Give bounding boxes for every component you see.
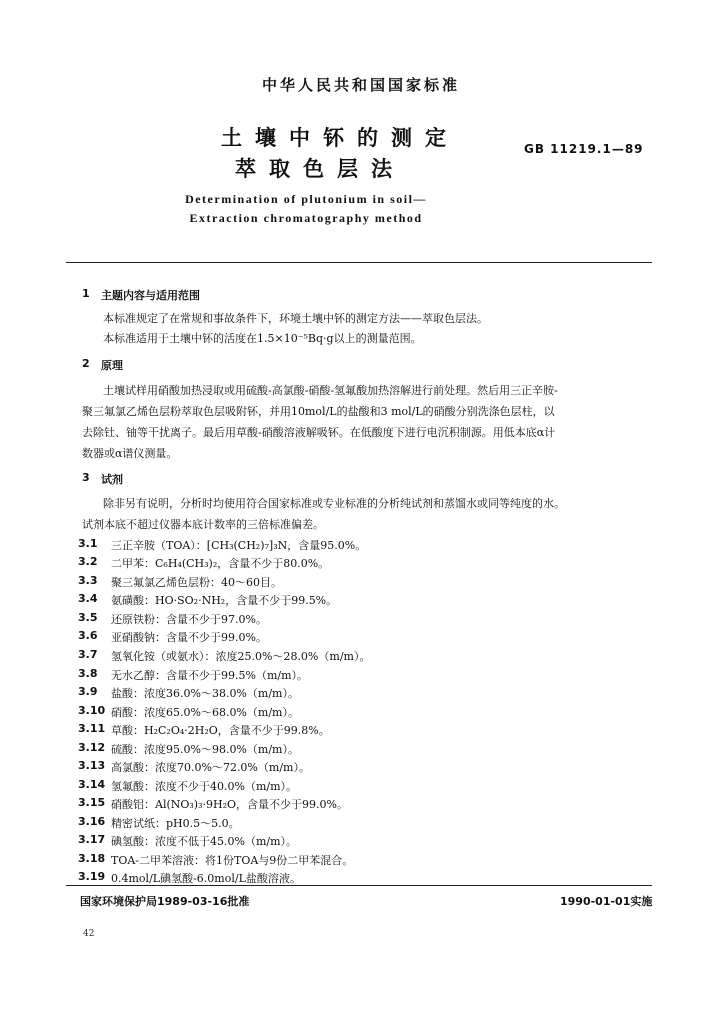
paragraph: 本标准适用于土壤中钚的活度在1.5×10⁻⁵Bq·g以上的测量范围。 [103, 332, 422, 345]
item-text: 硫酸：浓度95.0%～98.0%（m/m）。 [111, 743, 299, 756]
reagent-item [78, 722, 658, 738]
reagent-item [78, 778, 658, 794]
item-number: 3.3 [78, 574, 98, 587]
item-text: 还原铁粉：含量不少于97.0%。 [111, 613, 267, 626]
item-text: 三正辛胺（TOA）：[CH₃(CH₂)₇]₃N，含量95.0%。 [111, 539, 367, 552]
reagent-item [78, 833, 658, 849]
reagent-item [78, 537, 658, 553]
item-number: 3.12 [78, 741, 106, 754]
item-number: 3.6 [78, 629, 98, 642]
item-number: 3.5 [78, 611, 98, 624]
paragraph-line: 除非另有说明，分析时均使用符合国家标准或专业标准的分析纯试剂和蒸馏水或同等纯度的水。 [103, 497, 565, 510]
paragraph: 本标准规定了在常规和事故条件下，环境土壤中钚的测定方法——萃取色层法。 [103, 312, 488, 325]
issuing-authority: 中华人民共和国国家标准 [261, 76, 460, 94]
reagent-item [78, 629, 658, 645]
section-number: 2 [82, 357, 90, 370]
standard-number: GB 11219.1—89 [524, 142, 644, 156]
item-text: 碘氢酸：浓度不低于45.0%（m/m）。 [111, 835, 298, 848]
item-number: 3.15 [78, 796, 106, 809]
paragraph-line: 试剂本底不超过仪器本底计数率的三倍标准偏差。 [82, 518, 324, 531]
item-text: 硝酸铝：Al(NO₃)₃·9H₂O，含量不少于99.0%。 [111, 798, 348, 811]
item-number: 3.8 [78, 667, 98, 680]
reagent-item [78, 648, 658, 664]
item-number: 3.18 [78, 852, 106, 865]
item-text: 氨磺酸：HO·SO₂·NH₂，含量不少于99.5%。 [111, 594, 338, 607]
implementation-date: 1990-01-01实施 [560, 895, 653, 908]
item-text: 草酸：H₂C₂O₄·2H₂O，含量不少于99.8%。 [111, 724, 330, 737]
paragraph-line: 聚三氟氯乙烯色层粉萃取色层吸附钚，并用10mol/L的盐酸和3 mol/L的硝酸分别洗涤色层柱，以 [82, 405, 555, 418]
item-number: 3.16 [78, 815, 106, 828]
reagent-item [78, 759, 658, 775]
section-title: 试剂 [101, 473, 123, 486]
reagent-item [78, 870, 658, 886]
page-number: 42 [83, 929, 95, 939]
paragraph-line: 数器或α谱仪测量。 [82, 447, 178, 460]
reagent-item [78, 741, 658, 757]
item-number: 3.19 [78, 870, 106, 883]
item-text: 盐酸：浓度36.0%～38.0%（m/m）。 [111, 687, 299, 700]
item-number: 3.4 [78, 592, 98, 605]
section-title: 原理 [101, 359, 123, 372]
approval-line: 国家环境保护局1989-03-16批准 [80, 895, 250, 908]
reagent-item [78, 796, 658, 812]
item-number: 3.9 [78, 685, 98, 698]
item-number: 3.10 [78, 704, 106, 717]
reagent-item [78, 592, 658, 608]
item-number: 3.14 [78, 778, 106, 791]
reagent-item [78, 815, 658, 831]
reagent-item [78, 852, 658, 868]
item-text: 氢氟酸：浓度不少于40.0%（m/m）。 [111, 780, 298, 793]
item-number: 3.1 [78, 537, 98, 550]
document-subtitle: 萃取色层法 [235, 157, 405, 181]
document-title: 土壤中钚的测定 [221, 126, 459, 150]
item-text: 精密试纸：pH0.5～5.0。 [111, 817, 240, 830]
item-number: 3.2 [78, 555, 98, 568]
section-title: 主题内容与适用范围 [101, 289, 200, 302]
footer-divider [66, 885, 652, 886]
item-number: 3.17 [78, 833, 106, 846]
item-number: 3.7 [78, 648, 98, 661]
item-text: 硝酸：浓度65.0%～68.0%（m/m）。 [111, 706, 299, 719]
item-text: 氢氧化铵（或氨水）：浓度25.0%～28.0%（m/m）。 [111, 650, 371, 663]
item-text: 亚硝酸钠：含量不少于99.0%。 [111, 631, 267, 644]
item-text: 聚三氟氯乙烯色层粉：40～60目。 [111, 576, 282, 589]
reagent-item [78, 667, 658, 683]
item-text: 高氯酸：浓度70.0%～72.0%（m/m）。 [111, 761, 310, 774]
paragraph-line: 土壤试样用硝酸加热浸取或用硫酸-高氯酸-硝酸-氢氟酸加热溶解进行前处理。然后用三正辛胺- [103, 384, 558, 397]
paragraph-line: 去除钍、铀等干扰离子。最后用草酸-硝酸溶液解吸钚。在低酸度下进行电沉积制源。用低本底α计 [82, 426, 556, 439]
reagent-item [78, 685, 658, 701]
item-text: 0.4mol/L碘氢酸-6.0mol/L盐酸溶液。 [111, 872, 301, 885]
item-text: TOA-二甲苯溶液：将1份TOA与9份二甲苯混合。 [111, 854, 354, 867]
header-divider [66, 262, 652, 263]
item-text: 二甲苯：C₆H₄(CH₃)₂，含量不少于80.0%。 [111, 557, 330, 570]
english-title-line1: Determination of plutonium in soil— [185, 192, 427, 206]
section-number: 3 [82, 471, 90, 484]
item-text: 无水乙醇：含量不少于99.5%（m/m）。 [111, 669, 309, 682]
reagent-item [78, 574, 658, 590]
reagent-item [78, 555, 658, 571]
reagent-item [78, 611, 658, 627]
english-title-line2: Extraction chromatography method [189, 211, 423, 225]
item-number: 3.13 [78, 759, 106, 772]
section-number: 1 [82, 287, 90, 300]
item-number: 3.11 [78, 722, 106, 735]
reagent-item [78, 704, 658, 720]
